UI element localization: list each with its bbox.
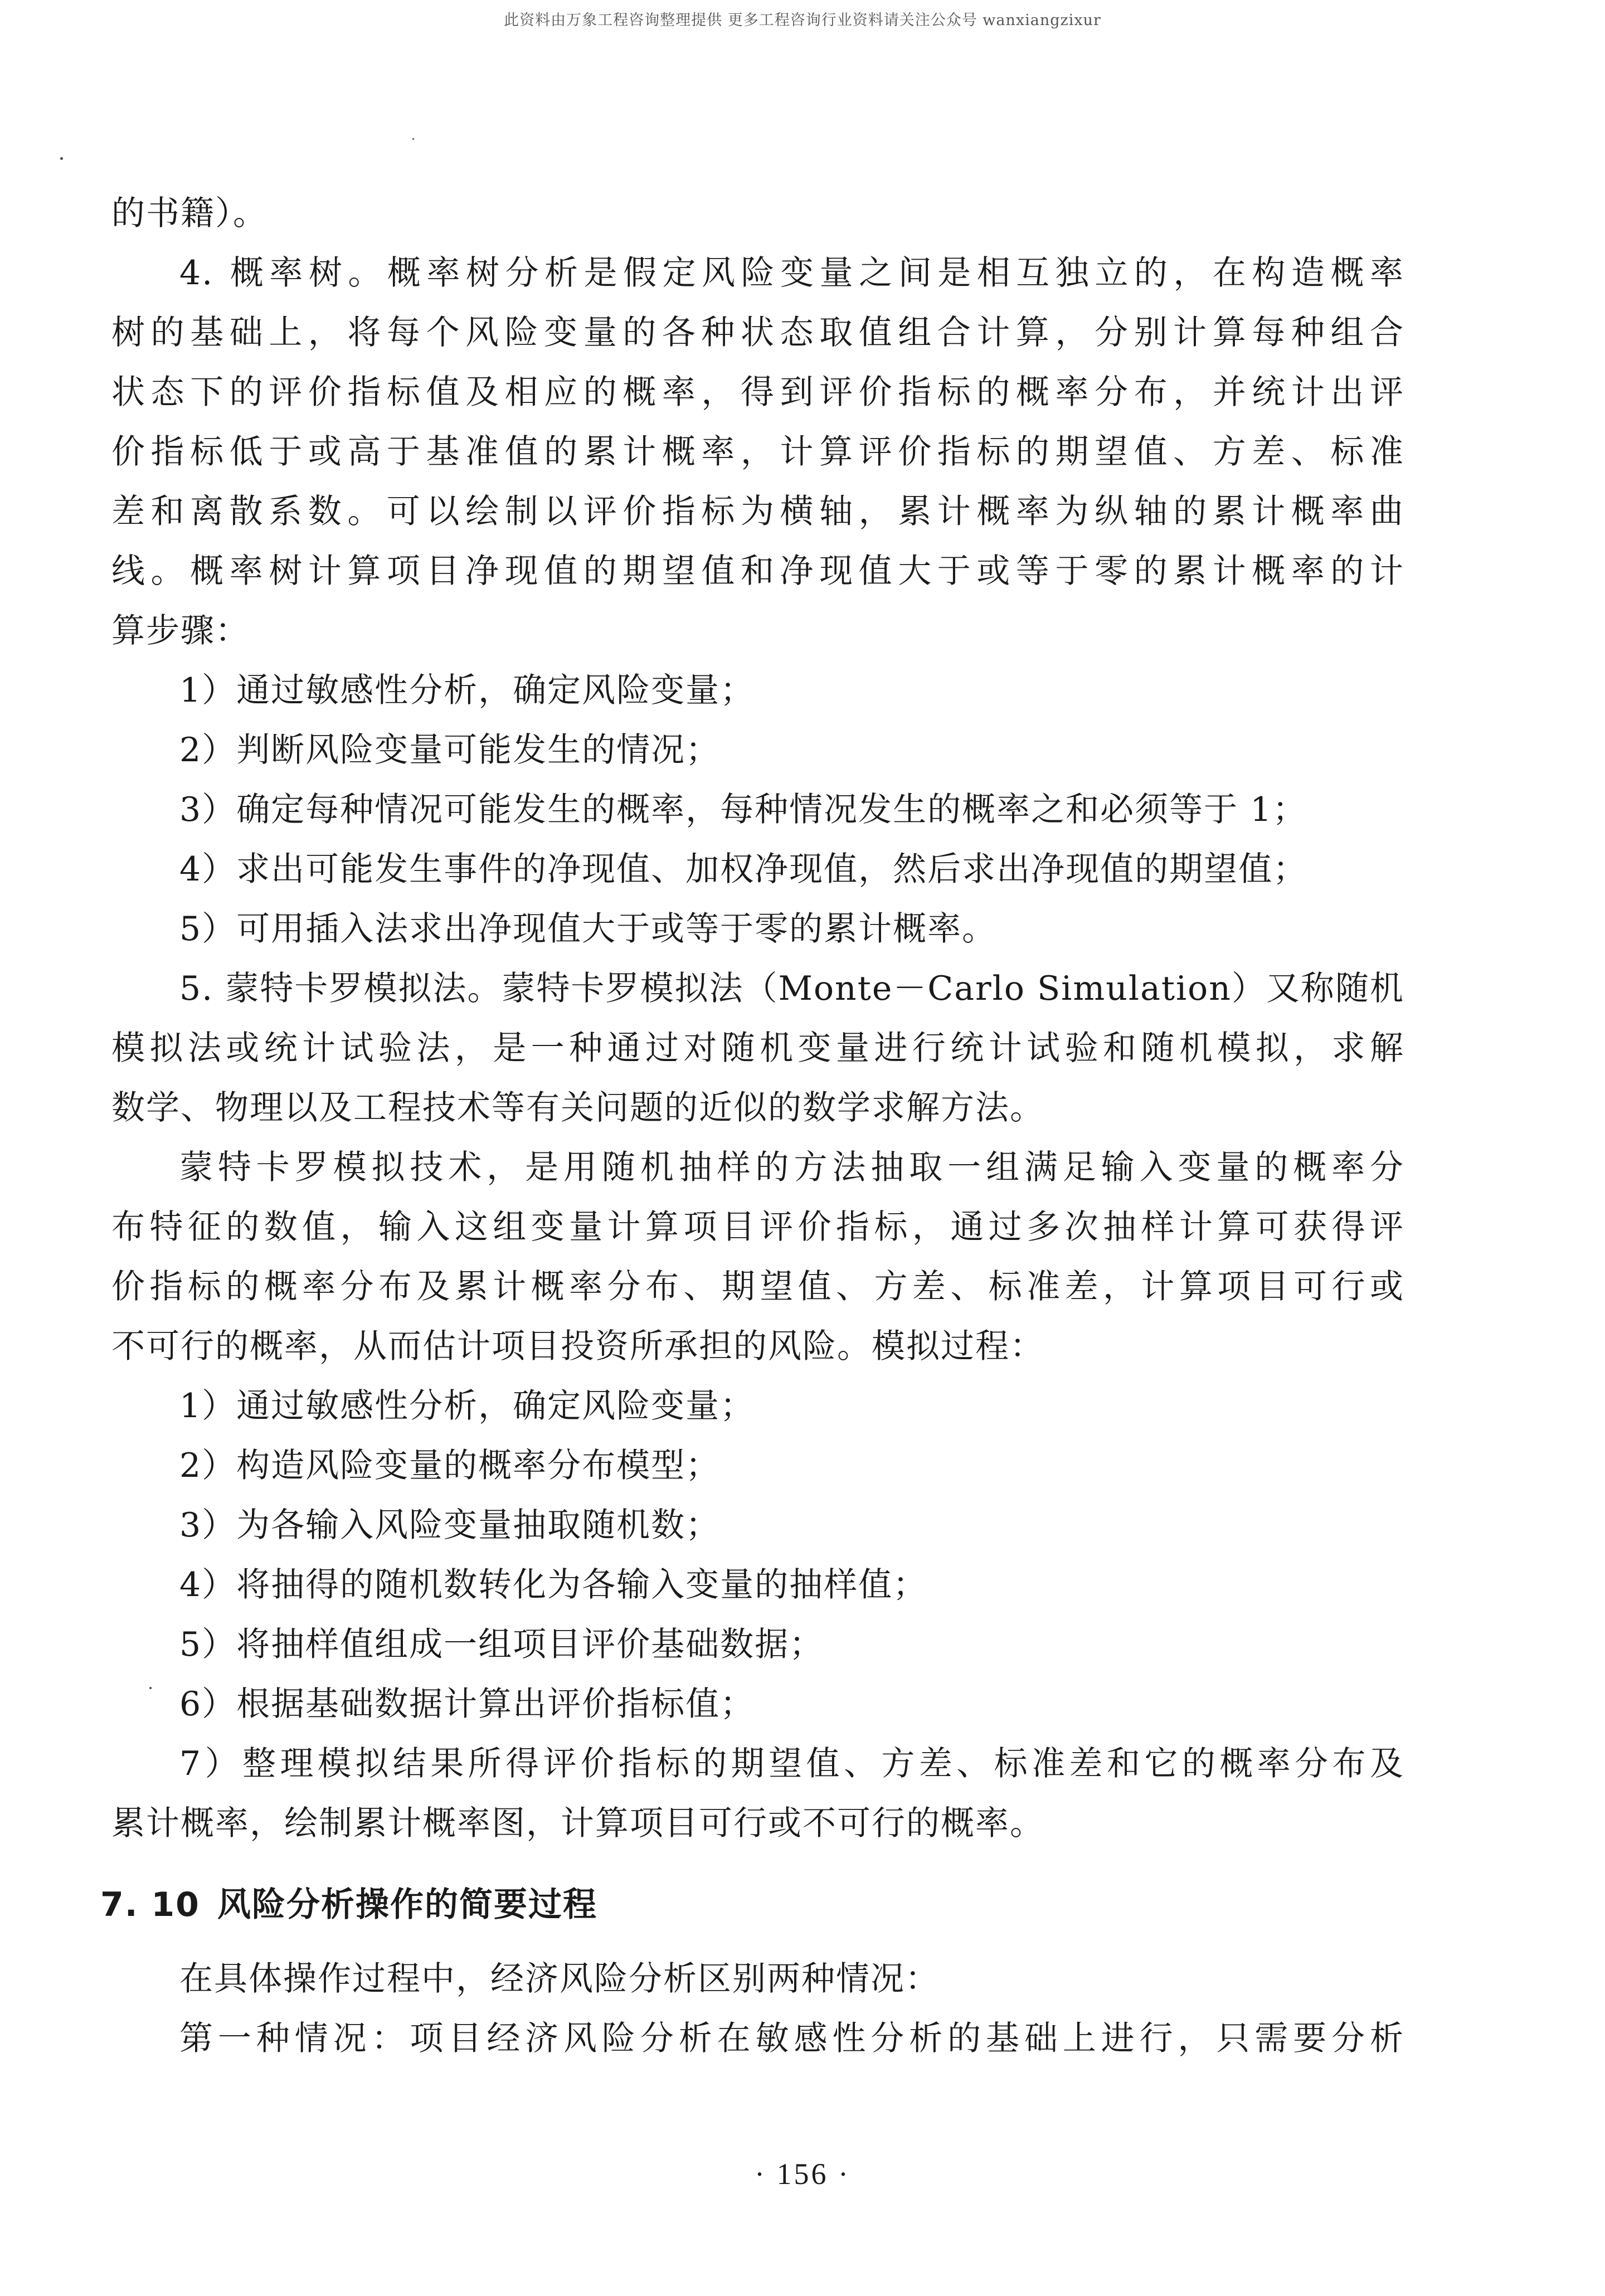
section-heading xyxy=(100,1860,1404,1949)
list-item: 3）为各输入风险变量抽取随机数； xyxy=(179,1506,721,1545)
text-line: 不可行的概率，从而估计项目投资所承担的风险。模拟过程： xyxy=(111,1327,1044,1366)
list-item: 4）求出可能发生事件的净现值、加权净现值，然后求出净现值的期望值； xyxy=(179,850,1308,889)
page-body xyxy=(100,184,1404,2069)
list-item: 2）判断风险变量可能发生的情况； xyxy=(179,731,721,770)
list-item: 7）整理模拟结果所得评价指标的期望值、方差、标准差和它的概率分布及 xyxy=(179,1744,1404,1783)
list-item: 4）将抽得的随机数转化为各输入变量的抽样值； xyxy=(179,1565,928,1604)
list-item: 1）通过敏感性分析，确定风险变量； xyxy=(179,671,755,710)
scan-speck xyxy=(60,157,63,160)
text-line: 状态下的评价指标值及相应的概率，得到评价指标的概率分布，并统计出评 xyxy=(111,373,1404,412)
text-line: 第一种情况：项目经济风险分析在敏感性分析的基础上进行，只需要分析 xyxy=(179,2019,1404,2058)
list-item: 1）通过敏感性分析，确定风险变量； xyxy=(179,1387,755,1426)
text-line: 在具体操作过程中，经济风险分析区别两种情况： xyxy=(179,1959,940,1998)
page-number: · 156 · xyxy=(755,2157,850,2191)
text-line: 蒙特卡罗模拟技术，是用随机抽样的方法抽取一组满足输入变量的概率分 xyxy=(179,1148,1404,1187)
text-line: 差和离散系数。可以绘制以评价指标为横轴，累计概率为纵轴的累计概率曲 xyxy=(111,492,1404,531)
list-item: 5）可用插入法求出净现值大于或等于零的累计概率。 xyxy=(179,909,997,948)
text-line: 的书籍）。 xyxy=(111,194,268,233)
text-line: 模拟法或统计试验法，是一种通过对随机变量进行统计试验和随机模拟，求解 xyxy=(111,1029,1404,1068)
text-line: 布特征的数值，输入这组变量计算项目评价指标，通过多次抽样计算可获得评 xyxy=(111,1208,1404,1247)
text-line: 4. 概率树。概率树分析是假定风险变量之间是相互独立的，在构造概率 xyxy=(179,254,1404,293)
text-line: 算步骤： xyxy=(111,611,250,650)
text-line: 价指标的概率分布及累计概率分布、期望值、方差、标准差，计算项目可行或 xyxy=(111,1267,1404,1306)
list-item: 2）构造风险变量的概率分布模型； xyxy=(179,1446,721,1485)
list-item: 3）确定每种情况可能发生的概率，每种情况发生的概率之和必须等于 1； xyxy=(179,790,1307,829)
text-line: 数学、物理以及工程技术等有关问题的近似的数学求解方法。 xyxy=(111,1088,1044,1127)
list-item: 5）将抽样值组成一组项目评价基础数据； xyxy=(179,1625,824,1664)
text-line: 累计概率，绘制累计概率图，计算项目可行或不可行的概率。 xyxy=(111,1804,1044,1843)
text-line: 树的基础上，将每个风险变量的各种状态取值组合计算，分别计算每种组合 xyxy=(111,313,1404,352)
section-title: 风险分析操作的简要过程 xyxy=(217,1885,597,1924)
list-item: 6）根据基础数据计算出评价指标值； xyxy=(179,1685,755,1724)
scan-speck xyxy=(412,138,414,140)
text-line: 线。概率树计算项目净现值的期望值和净现值大于或等于零的累计概率的计 xyxy=(111,552,1404,591)
section-number: 7. 10 xyxy=(100,1885,200,1924)
text-line: 5. 蒙特卡罗模拟法。蒙特卡罗模拟法（Monte－Carlo Simulation）又称随机 xyxy=(179,969,1404,1008)
header-note: 此资料由万象工程咨询整理提供 更多工程咨询行业资料请关注公众号 wanxiangzixur xyxy=(504,12,1101,29)
text-line: 价指标低于或高于基准值的累计概率，计算评价指标的期望值、方差、标准 xyxy=(111,432,1404,471)
